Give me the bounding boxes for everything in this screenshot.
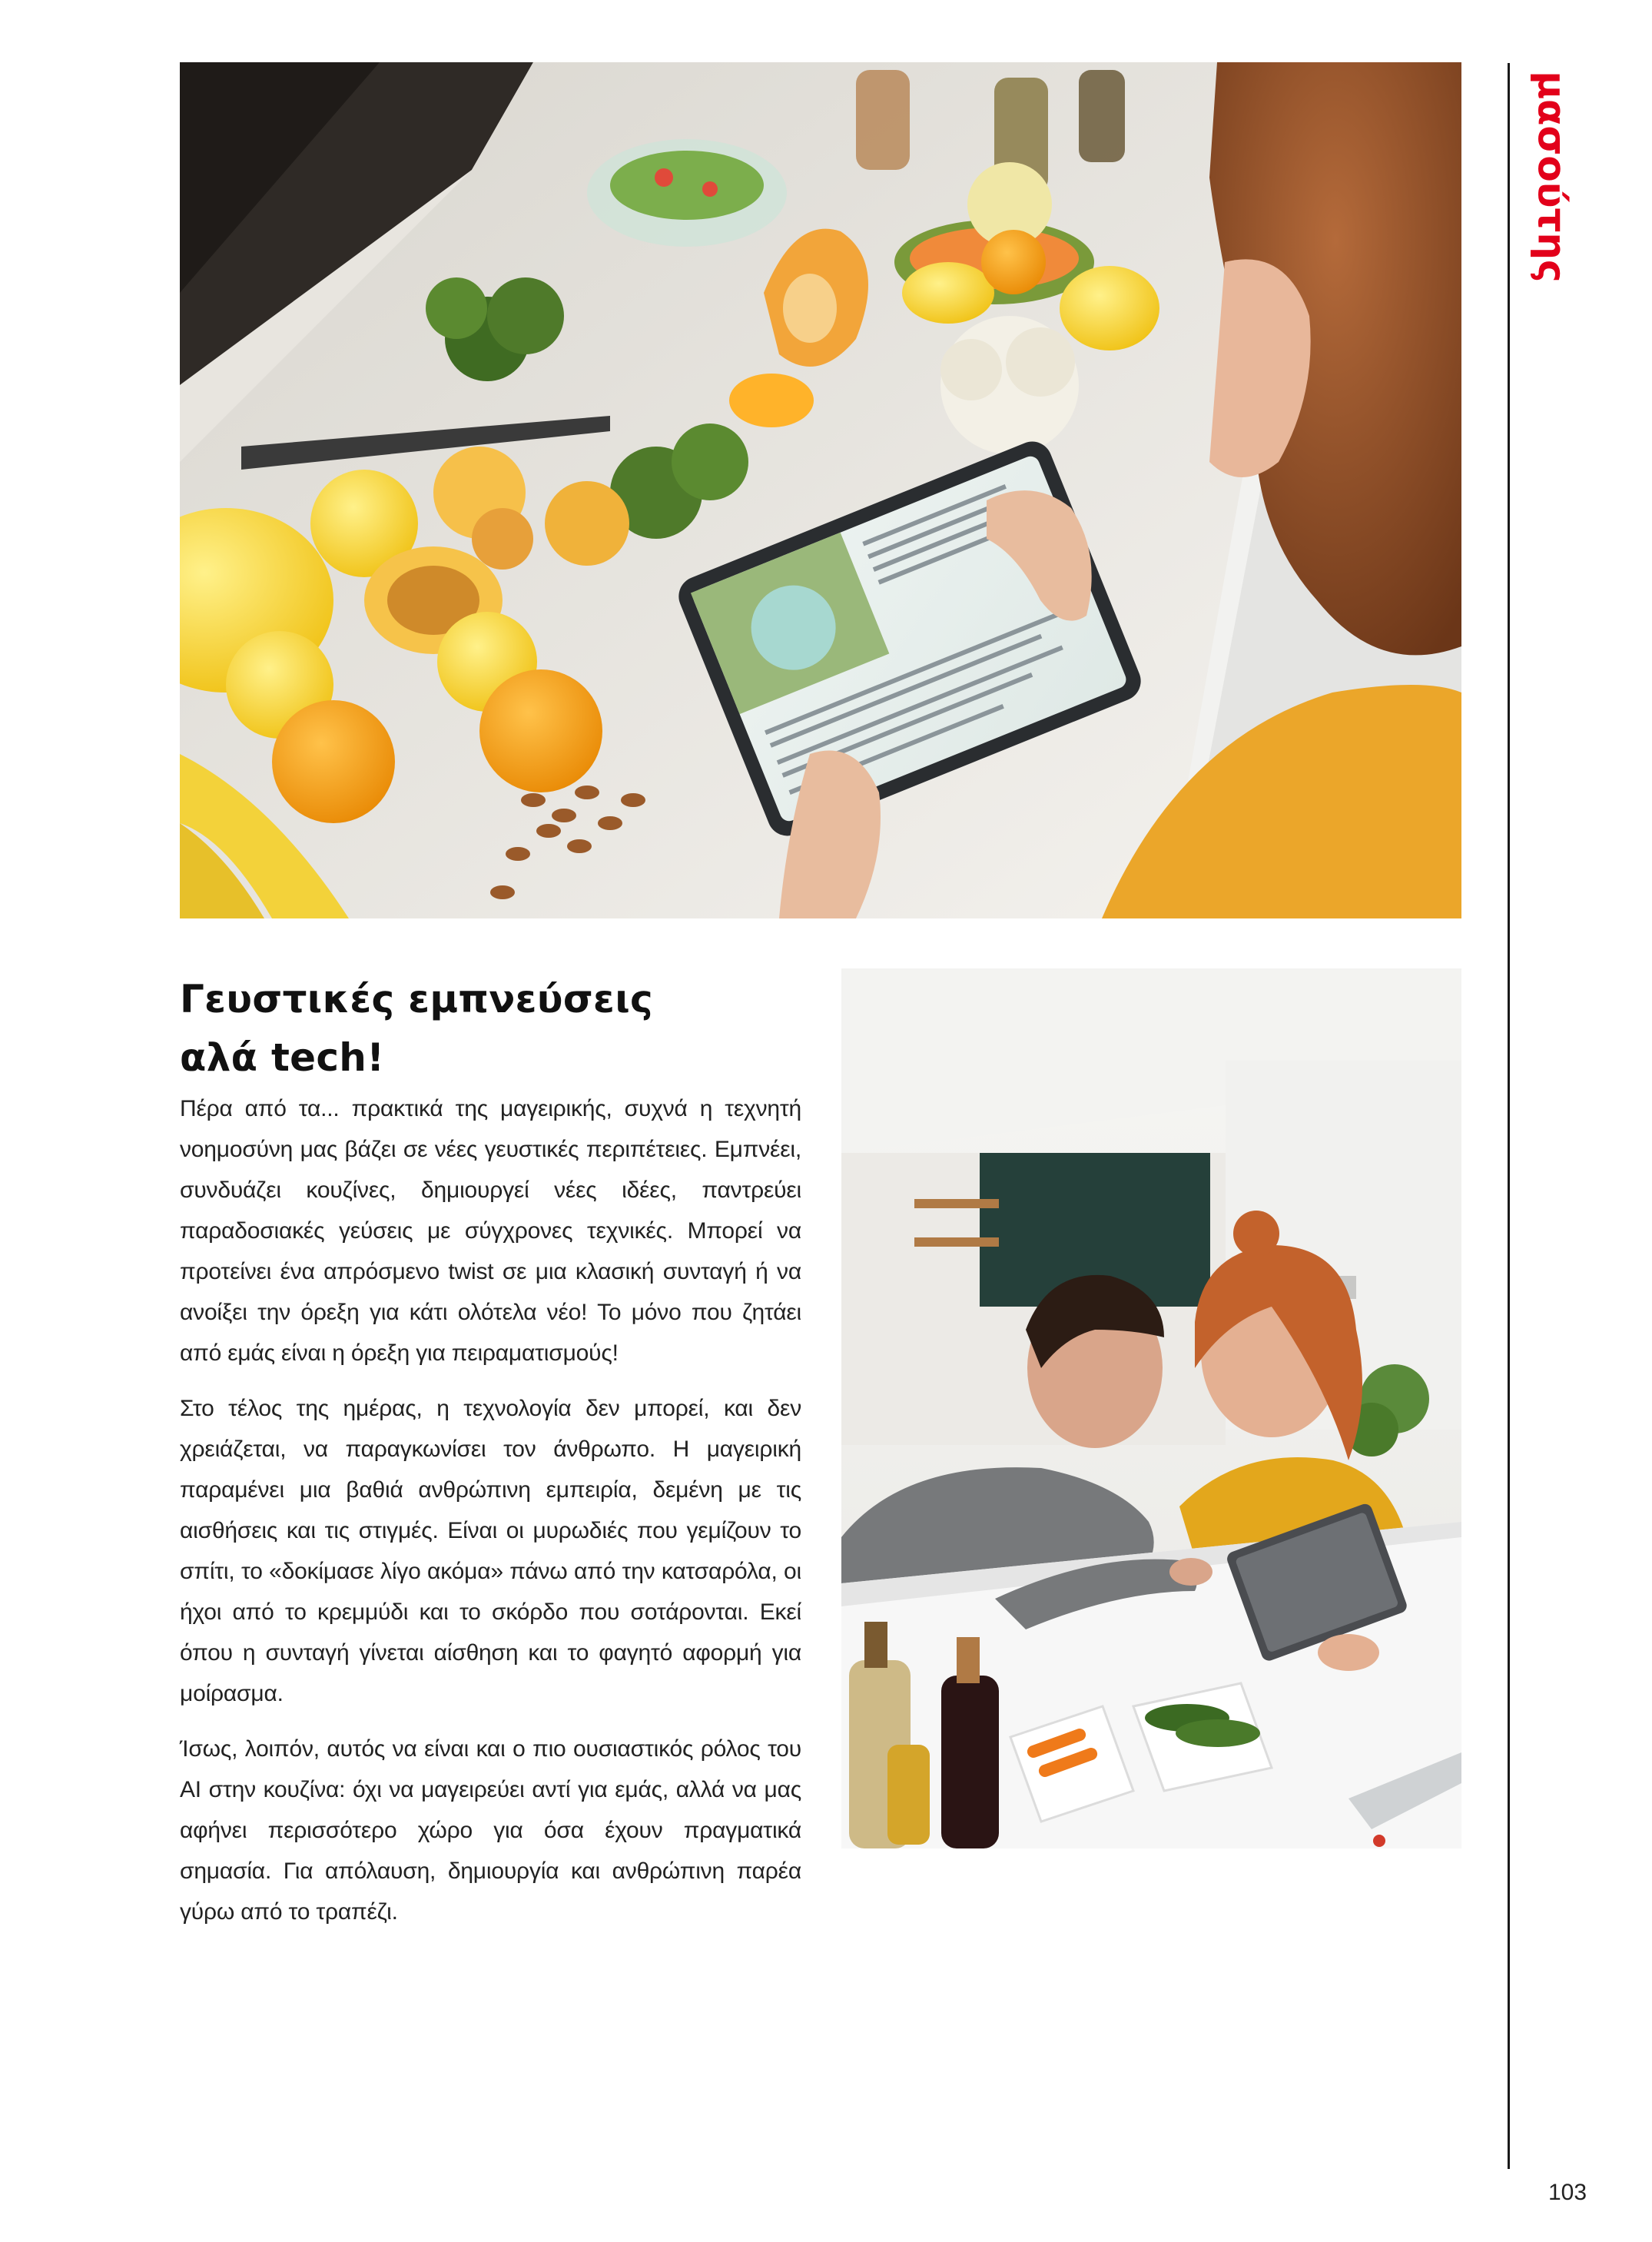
paragraph-3: Ίσως, λοιπόν, αυτός να είναι και ο πιο ουσιαστικός ρόλος του AI στην κουζίνα: όχι να μαγειρεύει αντί για εμάς, αλλά να μας αφήνει περισσότερο χώρο για όσα έχουν πραγματικά σημασία. Για απόλαυση, δημιουργία και ανθρώπινη παρέα γύρω από το τραπέζι. [180,1736,801,1925]
photo-two-women-tablet [841,968,1461,1848]
brand-logo-text: μασούτης [1529,71,1574,283]
article-body [180,1088,801,1947]
paragraph-2: Στο τέλος της ημέρας, η τεχνολογία δεν μπορεί, και δεν χρειάζεται, να παραγκωνίσει τον άνθρωπο. Η μαγειρική παραμένει μια βαθιά ανθρώπινη εμπειρία, δεμένη με τις αισθήσεις και τις στιγμές. Είναι οι μυρωδιές που γεμίζουν το σπίτι, το «δοκίμασε λίγο ακόμα» πάνω από την κατσαρόλα, οι ήχοι από το κρεμμύδι και το σκόρδο που σοτάρονται. Εκεί όπου η συνταγή γίνεται αίσθηση και το φαγητό αφορμή για μοίρασμα. [180,1396,801,1706]
page-number: 103 [1548,2180,1587,2205]
headline-line-2: αλά tech! [180,1035,385,1080]
photo-kitchen-tablet-vegetables [180,62,1461,918]
article-headline [180,970,856,1087]
headline-line-1: Γευστικές εμπνεύσεις [180,977,653,1021]
vertical-divider [1508,63,1510,2169]
brand-logo [1529,61,1587,292]
paragraph-1: Πέρα από τα... πρακτικά της μαγειρικής, συχνά η τεχνητή νοημοσύνη μας βάζει σε νέες γευστικές περιπέτειες. Εμπνέει, συνδυάζει κουζίνες, δημιουργεί νέες ιδέες, παντρεύει παραδοσιακές γεύσεις με σύγχρονες τεχνικές. Μπορεί να προτείνει ένα απρόσμενο twist σε μια κλασική συνταγή ή να ανοίξει την όρεξη για κάτι ολότελα νέο! Το μόνο που ζητάει από εμάς είναι η όρεξη για πειραματισμούς! [180,1096,801,1366]
